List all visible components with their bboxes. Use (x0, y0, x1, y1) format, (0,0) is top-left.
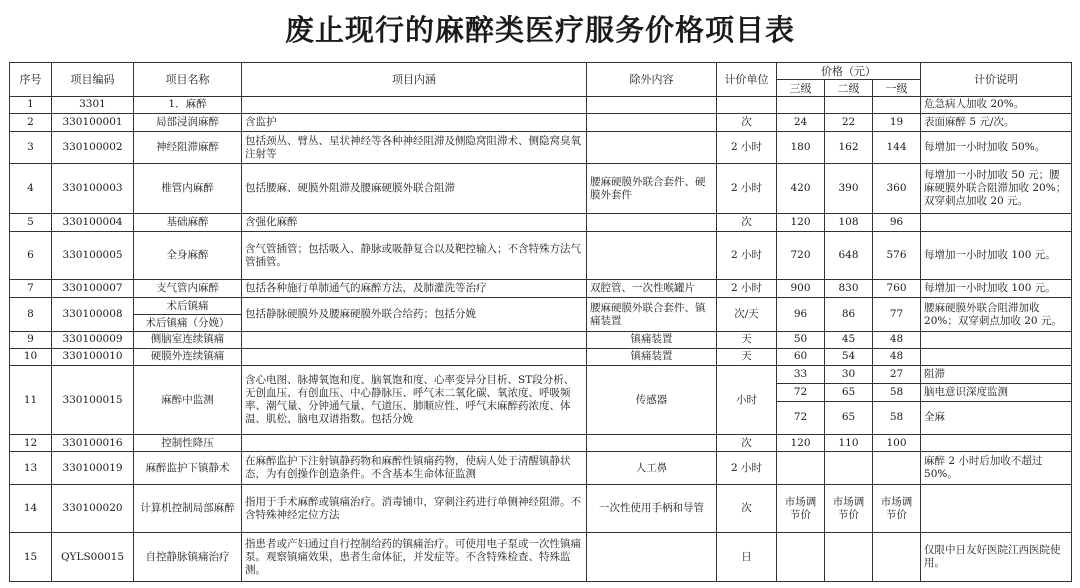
cell-seq: 6 (10, 231, 52, 280)
cell-name: 硬膜外连续镇痛 (134, 348, 242, 365)
cell-price-3: 72 (777, 401, 825, 435)
cell-seq: 9 (10, 332, 52, 349)
cell-code: 330100010 (52, 348, 134, 365)
cell-unit: 2 小时 (717, 452, 777, 485)
cell-note: 阻滞 (921, 365, 1072, 383)
cell-price-1: 市场调节价 (873, 484, 921, 533)
cell-name: 自控静脉镇痛治疗 (134, 533, 242, 582)
cell-code: 330100007 (52, 280, 134, 298)
cell-code: 3301 (52, 97, 134, 114)
cell-price-1: 48 (873, 348, 921, 365)
table-row (10, 280, 1072, 298)
cell-price-3: 50 (777, 332, 825, 349)
header-name: 项目名称 (134, 63, 242, 97)
cell-code: QYLS00015 (52, 533, 134, 582)
cell-content: 含监护 (242, 113, 587, 131)
cell-excluded: 人工鼻 (587, 452, 717, 485)
cell-code: 330100001 (52, 113, 134, 131)
cell-price-3: 900 (777, 280, 825, 298)
cell-price-1 (873, 452, 921, 485)
cell-code: 330100003 (52, 164, 134, 214)
cell-seq: 14 (10, 484, 52, 533)
cell-excluded: 传感器 (587, 365, 717, 435)
table-row (10, 348, 1072, 365)
cell-note: 每增加一小时加收 100 元。 (921, 280, 1072, 298)
cell-content: 在麻醉监护下注射镇静药物和麻醉性镇痛药物，使病人处于清醒镇静状态，为有创操作创造条件。不含基本生命体征监测 (242, 452, 587, 485)
cell-name: 支气管内麻醉 (134, 280, 242, 298)
cell-unit: 2 小时 (717, 280, 777, 298)
cell-price-1: 77 (873, 298, 921, 332)
cell-content (242, 348, 587, 365)
cell-price-3: 33 (777, 365, 825, 383)
cell-content: 指用于手术麻醉或镇痛治疗。消毒铺巾，穿刺注药进行单侧神经阻滞。不含特殊神经定位方法 (242, 484, 587, 533)
cell-price-3: 72 (777, 383, 825, 401)
cell-price-3 (777, 533, 825, 582)
cell-code: 330100005 (52, 231, 134, 280)
cell-unit: 次 (717, 214, 777, 232)
table-row (10, 452, 1072, 485)
table-row (10, 231, 1072, 280)
cell-unit: 次/天 (717, 298, 777, 332)
header-price-2: 二级 (825, 80, 873, 97)
cell-excluded: 腰麻硬膜外联合套件、硬膜外套件 (587, 164, 717, 214)
cell-seq: 8 (10, 298, 52, 332)
cell-name: 椎管内麻醉 (134, 164, 242, 214)
table-row (10, 332, 1072, 349)
header-code: 项目编码 (52, 63, 134, 97)
cell-price-1 (873, 533, 921, 582)
table-row (10, 97, 1072, 114)
cell-seq: 2 (10, 113, 52, 131)
cell-price-3 (777, 452, 825, 485)
price-table (9, 62, 1072, 582)
table-row (10, 164, 1072, 214)
cell-price-1: 58 (873, 383, 921, 401)
cell-code: 330100009 (52, 332, 134, 349)
cell-content (242, 435, 587, 452)
cell-excluded (587, 231, 717, 280)
cell-price-3: 120 (777, 435, 825, 452)
cell-note: 表面麻醉 5 元/次。 (921, 113, 1072, 131)
cell-excluded: 腰麻硬膜外联合套件、镇痛装置 (587, 298, 717, 332)
cell-note (921, 348, 1072, 365)
cell-code: 330100020 (52, 484, 134, 533)
cell-price-3: 420 (777, 164, 825, 214)
cell-price-2: 65 (825, 401, 873, 435)
cell-note (921, 332, 1072, 349)
cell-seq: 11 (10, 365, 52, 435)
table-row (10, 214, 1072, 232)
cell-content (242, 332, 587, 349)
cell-note: 每增加一小时加收 50%。 (921, 131, 1072, 164)
cell-price-3 (777, 97, 825, 114)
cell-seq: 10 (10, 348, 52, 365)
cell-name: 全身麻醉 (134, 231, 242, 280)
cell-price-1: 760 (873, 280, 921, 298)
cell-content: 含强化麻醉 (242, 214, 587, 232)
cell-content (242, 97, 587, 114)
cell-excluded: 双腔管、一次性喉罐片 (587, 280, 717, 298)
cell-price-2: 390 (825, 164, 873, 214)
cell-name: 控制性降压 (134, 435, 242, 452)
cell-code: 330100015 (52, 365, 134, 435)
header-price-group: 价格（元） (777, 63, 921, 80)
cell-unit: 天 (717, 348, 777, 365)
cell-note: 每增加一小时加收 50 元；腰麻硬膜外联合阻滞加收 20%；双穿刺点加收 20 元。 (921, 164, 1072, 214)
cell-price-1: 48 (873, 332, 921, 349)
cell-unit: 次 (717, 435, 777, 452)
table-row (10, 365, 1072, 383)
cell-price-3: 180 (777, 131, 825, 164)
cell-name: 计算机控制局部麻醉 (134, 484, 242, 533)
cell-price-3: 市场调节价 (777, 484, 825, 533)
cell-price-3: 720 (777, 231, 825, 280)
cell-price-2: 648 (825, 231, 873, 280)
cell-content: 包括腰麻、硬膜外阻滞及腰麻硬膜外联合阻滞 (242, 164, 587, 214)
cell-price-2 (825, 533, 873, 582)
cell-note (921, 214, 1072, 232)
cell-price-2: 110 (825, 435, 873, 452)
cell-price-1: 576 (873, 231, 921, 280)
cell-content: 指患者或产妇通过自行控制给药的镇痛治疗。可使用电子泵或一次性镇痛泵。观察镇痛效果，患者生命体征，并发症等。不含特殊检查、特殊监测。 (242, 533, 587, 582)
header-price-3: 三级 (777, 80, 825, 97)
cell-seq: 12 (10, 435, 52, 452)
cell-note: 脑电意识深度监测 (921, 383, 1072, 401)
cell-name: 神经阻滞麻醉 (134, 131, 242, 164)
cell-name: 麻醉中监测 (134, 365, 242, 435)
cell-note: 危急病人加收 20%。 (921, 97, 1072, 114)
cell-unit: 2 小时 (717, 131, 777, 164)
cell-code: 330100004 (52, 214, 134, 232)
cell-unit: 次 (717, 113, 777, 131)
cell-excluded: 一次性使用手柄和导管 (587, 484, 717, 533)
cell-excluded: 镇痛装置 (587, 348, 717, 365)
cell-price-2: 108 (825, 214, 873, 232)
cell-content: 包括颈丛、臂丛、星状神经等各种神经阻滞及侧隐窝阻滞术、侧隐窝臭氧注射等 (242, 131, 587, 164)
cell-price-1: 27 (873, 365, 921, 383)
cell-name: 术后镇痛（分娩） (134, 315, 242, 332)
cell-unit: 日 (717, 533, 777, 582)
cell-content: 含心电图、脉搏氧饱和度、脑氧饱和度、心率变异分目析、ST段分析、无创血压、有创血压、中心静脉压、呼气末二氧化碳、氧浓度、呼吸频率、潮气量、分钟通气量、气道压、肺顺应性、呼气末麻醉药浓度、体温、肌松、脑电双谱指数。包括分娩 (242, 365, 587, 435)
cell-unit: 次 (717, 484, 777, 533)
table-row (10, 484, 1072, 533)
cell-price-2 (825, 97, 873, 114)
cell-content: 包括静脉硬膜外及腰麻硬膜外联合给药；包括分娩 (242, 298, 587, 332)
cell-price-1: 144 (873, 131, 921, 164)
cell-code: 330100002 (52, 131, 134, 164)
cell-seq: 7 (10, 280, 52, 298)
cell-note: 仅限中日友好医院江西医院使用。 (921, 533, 1072, 582)
cell-seq: 3 (10, 131, 52, 164)
header-note: 计价说明 (921, 63, 1072, 97)
cell-excluded (587, 113, 717, 131)
cell-excluded (587, 97, 717, 114)
cell-price-2: 86 (825, 298, 873, 332)
cell-unit: 2 小时 (717, 231, 777, 280)
cell-excluded (587, 131, 717, 164)
cell-note (921, 435, 1072, 452)
cell-code: 330100008 (52, 298, 134, 332)
cell-price-2: 30 (825, 365, 873, 383)
table-row (10, 131, 1072, 164)
cell-name: 基础麻醉 (134, 214, 242, 232)
cell-content: 含气管插管；包括吸入、静脉或吸静复合以及靶控输入；不含特殊方法气管插管。 (242, 231, 587, 280)
cell-code: 330100016 (52, 435, 134, 452)
cell-seq: 5 (10, 214, 52, 232)
table-row (10, 435, 1072, 452)
cell-excluded (587, 533, 717, 582)
cell-excluded (587, 435, 717, 452)
header-price-1: 一级 (873, 80, 921, 97)
cell-name: 1．麻醉 (134, 97, 242, 114)
cell-price-1: 19 (873, 113, 921, 131)
cell-price-2 (825, 452, 873, 485)
cell-price-3: 60 (777, 348, 825, 365)
cell-price-1: 100 (873, 435, 921, 452)
cell-seq: 4 (10, 164, 52, 214)
cell-note: 腰麻硬膜外联合阻滞加收 20%；双穿刺点加收 20 元。 (921, 298, 1072, 332)
cell-name: 麻醉监护下镇静术 (134, 452, 242, 485)
cell-content: 包括各种施行单肺通气的麻醉方法，及肺灌洗等治疗 (242, 280, 587, 298)
header-content: 项目内涵 (242, 63, 587, 97)
cell-unit (717, 97, 777, 114)
cell-name: 局部浸润麻醉 (134, 113, 242, 131)
cell-price-2: 市场调节价 (825, 484, 873, 533)
cell-note: 每增加一小时加收 100 元。 (921, 231, 1072, 280)
table-row (10, 533, 1072, 582)
cell-price-1: 96 (873, 214, 921, 232)
table-row (10, 298, 1072, 315)
cell-price-1: 58 (873, 401, 921, 435)
cell-note: 麻醉 2 小时后加收不超过 50%。 (921, 452, 1072, 485)
cell-price-1 (873, 97, 921, 114)
table-row (10, 113, 1072, 131)
cell-seq: 15 (10, 533, 52, 582)
cell-excluded (587, 214, 717, 232)
cell-price-3: 120 (777, 214, 825, 232)
cell-price-2: 54 (825, 348, 873, 365)
cell-seq: 1 (10, 97, 52, 114)
cell-name: 术后镇痛 (134, 298, 242, 315)
cell-price-2: 45 (825, 332, 873, 349)
cell-price-2: 162 (825, 131, 873, 164)
cell-unit: 小时 (717, 365, 777, 435)
cell-price-2: 22 (825, 113, 873, 131)
header-seq: 序号 (10, 63, 52, 97)
cell-unit: 天 (717, 332, 777, 349)
header-excluded: 除外内容 (587, 63, 717, 97)
header-unit: 计价单位 (717, 63, 777, 97)
page-title: 废止现行的麻醉类医疗服务价格项目表 (284, 13, 795, 47)
cell-price-2: 830 (825, 280, 873, 298)
cell-excluded: 镇痛装置 (587, 332, 717, 349)
cell-code: 330100019 (52, 452, 134, 485)
cell-note: 全麻 (921, 401, 1072, 435)
cell-name: 侧脑室连续镇痛 (134, 332, 242, 349)
cell-price-3: 24 (777, 113, 825, 131)
cell-seq: 13 (10, 452, 52, 485)
cell-note (921, 484, 1072, 533)
cell-price-1: 360 (873, 164, 921, 214)
cell-price-2: 65 (825, 383, 873, 401)
cell-unit: 2 小时 (717, 164, 777, 214)
cell-price-3: 96 (777, 298, 825, 332)
